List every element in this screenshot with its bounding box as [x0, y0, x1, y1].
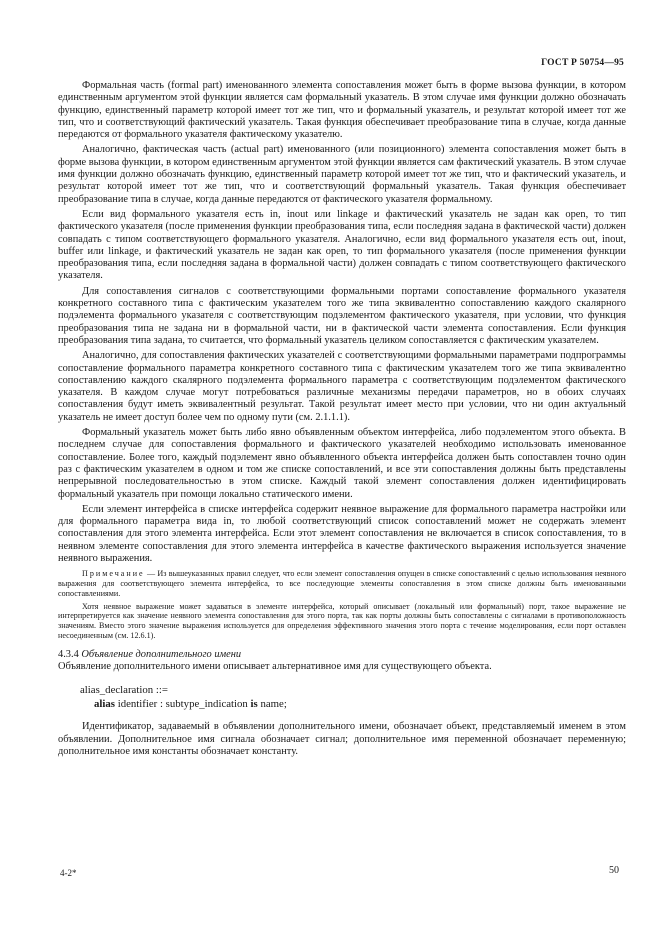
- paragraph: Аналогично, для сопоставления фактических указателей с соответствующими формальными параметрами подпрограммы сопоставление формального параметра конкретного составного типа с фактическим указателем того же типа эквивалентно сопоставлению каждого скалярного подэлемента формального параметра с соответствующим подэлементом фактического указателя. В каждом случае могут потребоваться различные механизмы передачи параметров, но в обоих случаях сопоставления будут иметь эквивалентный результат. Такой результат имеет место при условии, что ни один актуальный указатель не имеет доступ более чем по одному пути (см. 2.1.1.1).: [58, 350, 626, 423]
- note-label: Примечание: [82, 569, 145, 579]
- paragraph: Если вид формального указателя есть in, inout или linkage и фактический указатель не задан как open, то тип фактического указателя (после применения функции преобразования типа, если последняя задана в фактической части) должен совпадать с типом соответствующего формального указателя. Аналогично, если вид формального указателя есть out, inout, buffer или linkage, и фактический указатель не задан как open, то тип формального указателя (после применения функции преобразования типа, если последняя задана в формальной части) должен совпадать с типом соответствующего фактического указателя.: [58, 208, 626, 282]
- note-paragraph: [58, 569, 626, 598]
- syntax-end: name;: [260, 698, 287, 711]
- paragraph: Аналогично, фактическая часть (actual part) именованного (или позиционного) элемента сопоставления может быть в форме вызова функции, в котором единственным аргументом этой функции является сам фактический указатель. В этом случае имя функции должно обозначать функцию, единственный параметр которой имеет тот же тип, что и фактический указатель, и результат которой имеет тот же тип, что и соответствующий формальный указатель. Такая функция обеспечивает преобразование типа в случае, когда данные передаются от фактического указателя формальному.: [58, 144, 626, 205]
- closing-paragraph: Идентификатор, задаваемый в объявлении дополнительного имени, обозначает объект, представляемый именем в этом объявлении. Дополнительное имя сигнала обозначает сигнал; дополнительное имя переменной обозначает переменную; дополнительное имя константы обозначает константу.: [58, 721, 626, 758]
- keyword-alias: alias: [94, 698, 115, 711]
- section-title: Объявление дополнительного имени: [81, 648, 242, 660]
- paragraph: Формальная часть (formal part) именованного элемента сопоставления может быть в форме вызова функции, в котором единственным аргументом этой функции является сам формальный указатель. В этом случае имя функции должно обозначать функцию, единственный параметр которой имеет тот же тип, что и формальный указатель, и результат которой имеет тот же тип, что и соответствующий фактический указатель. Такая функция обеспечивает преобразование типа в случае, когда данные передаются от формального указателя фактическому указателю.: [58, 80, 626, 141]
- section-heading: [58, 649, 626, 661]
- paragraph: Для сопоставления сигналов с соответствующими формальными портами сопоставление формального указателя конкретного составного типа с фактическим указателем того же типа эквивалентно сопоставлению каждого скалярного подэлемента формального указателя с соответствующим подэлементом фактического указателя, при условии, что функция преобразования типа не задана ни в формальной части, ни в фактической части элемента сопоставления. Если функция преобразования типа задана, то считается, что формальный указатель целиком сопоставляется с фактическим указателем.: [58, 285, 626, 346]
- syntax-mid: identifier : subtype_indication: [117, 698, 248, 711]
- note-text: — Из вышеуказанных правил следует, что если элемент сопоставления опущен в списке сопоставлений с целью использования неявного выражения для соответствующего элемента интерфейса, то все последующие элементы сопоставления в этом списке должны быть именованными сопоставлениями.: [58, 569, 626, 598]
- syntax-line-2: [80, 697, 626, 711]
- syntax-line-1: alias_declaration ::=: [80, 684, 168, 697]
- paragraph: Формальный указатель может быть либо явно объявленным объектом интерфейса, либо подэлементом этого объекта. В последнем случае для сопоставления формального и фактического указателей необходимо использовать именованное сопоставление. Более того, каждый подэлемент явно объявленного объекта интерфейса должен быть сопоставлен точно один раз с фактическим указателем в одном и том же списке сопоставлений, и все эти сопоставления должны быть представлены непрерывной последовательностью в этом списке. Каждый такой элемент сопоставления должен идентифицировать формальный указатель при помощи локально статического имени.: [58, 427, 626, 500]
- section-intro: Объявление дополнительного имени описывает альтернативное имя для существующего объекта.: [58, 661, 492, 673]
- sheet-mark: 4-2*: [60, 868, 77, 878]
- main-text: [58, 80, 626, 761]
- note-block: [58, 569, 626, 641]
- page-number: 50: [609, 865, 619, 876]
- syntax-block: [80, 683, 626, 711]
- paragraph: Если элемент интерфейса в списке интерфейса содержит неявное выражение для формального параметра настройки или для формального параметра вида in, то любой соответствующий список сопоставлений может не содержать элемент сопоставления для этого элемента интерфейса. Если этот элемент сопоставления не включается в список сопоставления, то в неявном элементе сопоставления для этого элемента интерфейса в качестве фактического выражения используется значение неявного выражения.: [58, 503, 626, 564]
- standard-header: ГОСТ Р 50754—95: [541, 58, 624, 68]
- note-paragraph-2: Хотя неявное выражение может задаваться в элементе интерфейса, который описывает (локальный или формальный) порт, такое выражение не интерпретируется как значение неявного элемента сопоставления для этого порта, так как порты должны быть сопоставлены с сигналами в противоположность значениям. Вместо этого значение выражения используется для определения эффективного значения этого порта с течение моделирования, если порт оставлен несоединенным (см. 12.6.1).: [58, 601, 626, 641]
- keyword-is: is: [250, 698, 258, 711]
- section-number: 4.3.4: [58, 648, 79, 660]
